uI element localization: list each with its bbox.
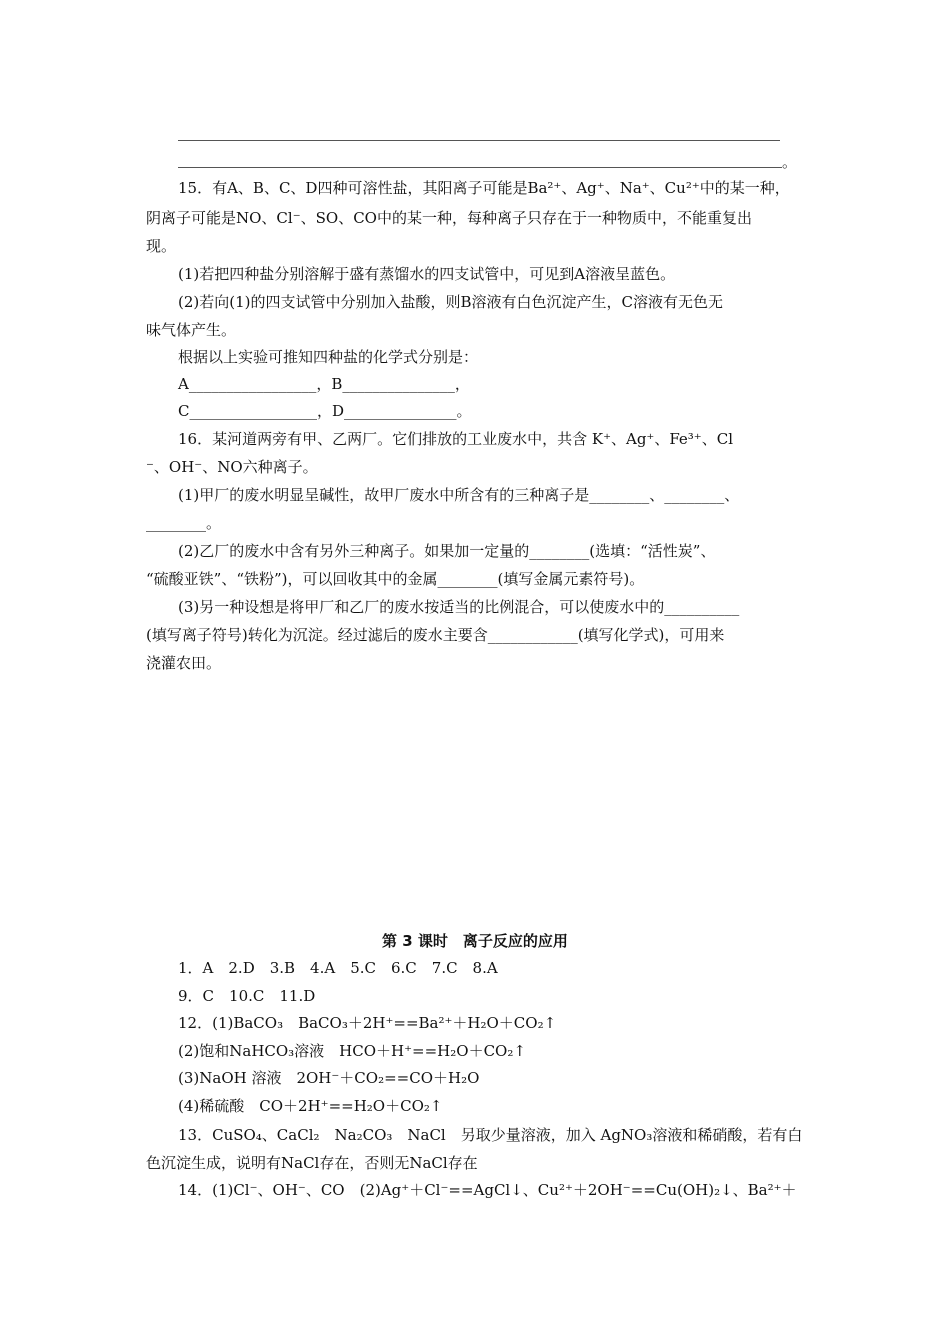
q16-line-5: (2)乙厂的废水中含有另外三种离子。如果加一定量的________(选填：“活性炭”、 bbox=[178, 542, 716, 560]
q15-line-4: (1)若把四种盐分别溶解于盛有蒸馏水的四支试管中，可见到A溶液呈蓝色。 bbox=[178, 265, 676, 283]
answer-line-5: (3)NaOH 溶液 2OH⁻＋CO₂==CO＋H₂O bbox=[178, 1069, 480, 1087]
q15-line-8: A_________________，B_______________， bbox=[178, 375, 470, 393]
answer-blank-line-2 bbox=[178, 167, 782, 168]
q16-line-7: (3)另一种设想是将甲厂和乙厂的废水按适当的比例混合，可以使废水中的__________ bbox=[178, 598, 740, 616]
q16-line-6: “硫酸亚铁”、“铁粉”)，可以回收其中的金属________(填写金属元素符号)。 bbox=[146, 570, 645, 588]
q16-line-4: ________。 bbox=[146, 514, 222, 532]
q15-line-5: (2)若向(1)的四支试管中分别加入盐酸，则B溶液有白色沉淀产生，C溶液有无色无 bbox=[178, 293, 723, 311]
answers-section-title: 第 3 课时 离子反应的应用 bbox=[382, 932, 568, 950]
answer-line-8: 色沉淀生成，说明有NaCl存在，否则无NaCl存在 bbox=[146, 1154, 478, 1172]
q16-line-8: (填写离子符号)转化为沉淀。经过滤后的废水主要含____________(填写化学式)，可用来 bbox=[146, 626, 725, 644]
q15-line-2: 阴离子可能是NO、Cl⁻、SO、CO中的某一种，每种离子只存在于一种物质中，不能重复出 bbox=[146, 209, 752, 227]
answer-line-9: 14．(1)Cl⁻、OH⁻、CO (2)Ag⁺＋Cl⁻==AgCl↓、Cu²⁺＋2OH⁻==Cu(OH)₂↓、Ba²⁺＋ bbox=[178, 1181, 797, 1199]
answer-line-2: 9．C 10.C 11.D bbox=[178, 987, 316, 1005]
answer-line-3: 12．(1)BaCO₃ BaCO₃＋2H⁺==Ba²⁺＋H₂O＋CO₂↑ bbox=[178, 1014, 557, 1032]
q15-line-6: 味气体产生。 bbox=[146, 321, 237, 339]
answer-line-4: (2)饱和NaHCO₃溶液 HCO＋H⁺==H₂O＋CO₂↑ bbox=[178, 1042, 526, 1060]
answer-line-1: 1．A 2.D 3.B 4.A 5.C 6.C 7.C 8.A bbox=[178, 959, 498, 977]
answer-line-7: 13．CuSO₄、CaCl₂ Na₂CO₃ NaCl 另取少量溶液，加入 AgNO₃溶液和稀硝酸，若有白 bbox=[178, 1126, 803, 1144]
answer-blank-line-1 bbox=[178, 140, 780, 141]
q15-line-7: 根据以上实验可推知四种盐的化学式分别是： bbox=[178, 348, 479, 366]
q16-line-1: 16．某河道两旁有甲、乙两厂。它们排放的工业废水中，共含 K⁺、Ag⁺、Fe³⁺、Cl bbox=[178, 430, 734, 448]
q15-line-3: 现。 bbox=[146, 237, 177, 255]
q15-line-9: C_________________，D_______________。 bbox=[178, 402, 472, 420]
blank-line-end-mark: 。 bbox=[782, 153, 798, 171]
q15-line-1: 15．有A、B、C、D四种可溶性盐，其阳离子可能是Ba²⁺、Ag⁺、Na⁺、Cu²⁺中的某一种， bbox=[178, 179, 790, 197]
q16-line-3: (1)甲厂的废水明显呈碱性，故甲厂废水中所含有的三种离子是________、________、 bbox=[178, 486, 740, 504]
q16-line-9: 浇灌农田。 bbox=[146, 654, 222, 672]
q16-line-2: ⁻、OH⁻、NO六种离子。 bbox=[146, 458, 318, 476]
answer-line-6: (4)稀硫酸 CO＋2H⁺==H₂O＋CO₂↑ bbox=[178, 1097, 443, 1115]
